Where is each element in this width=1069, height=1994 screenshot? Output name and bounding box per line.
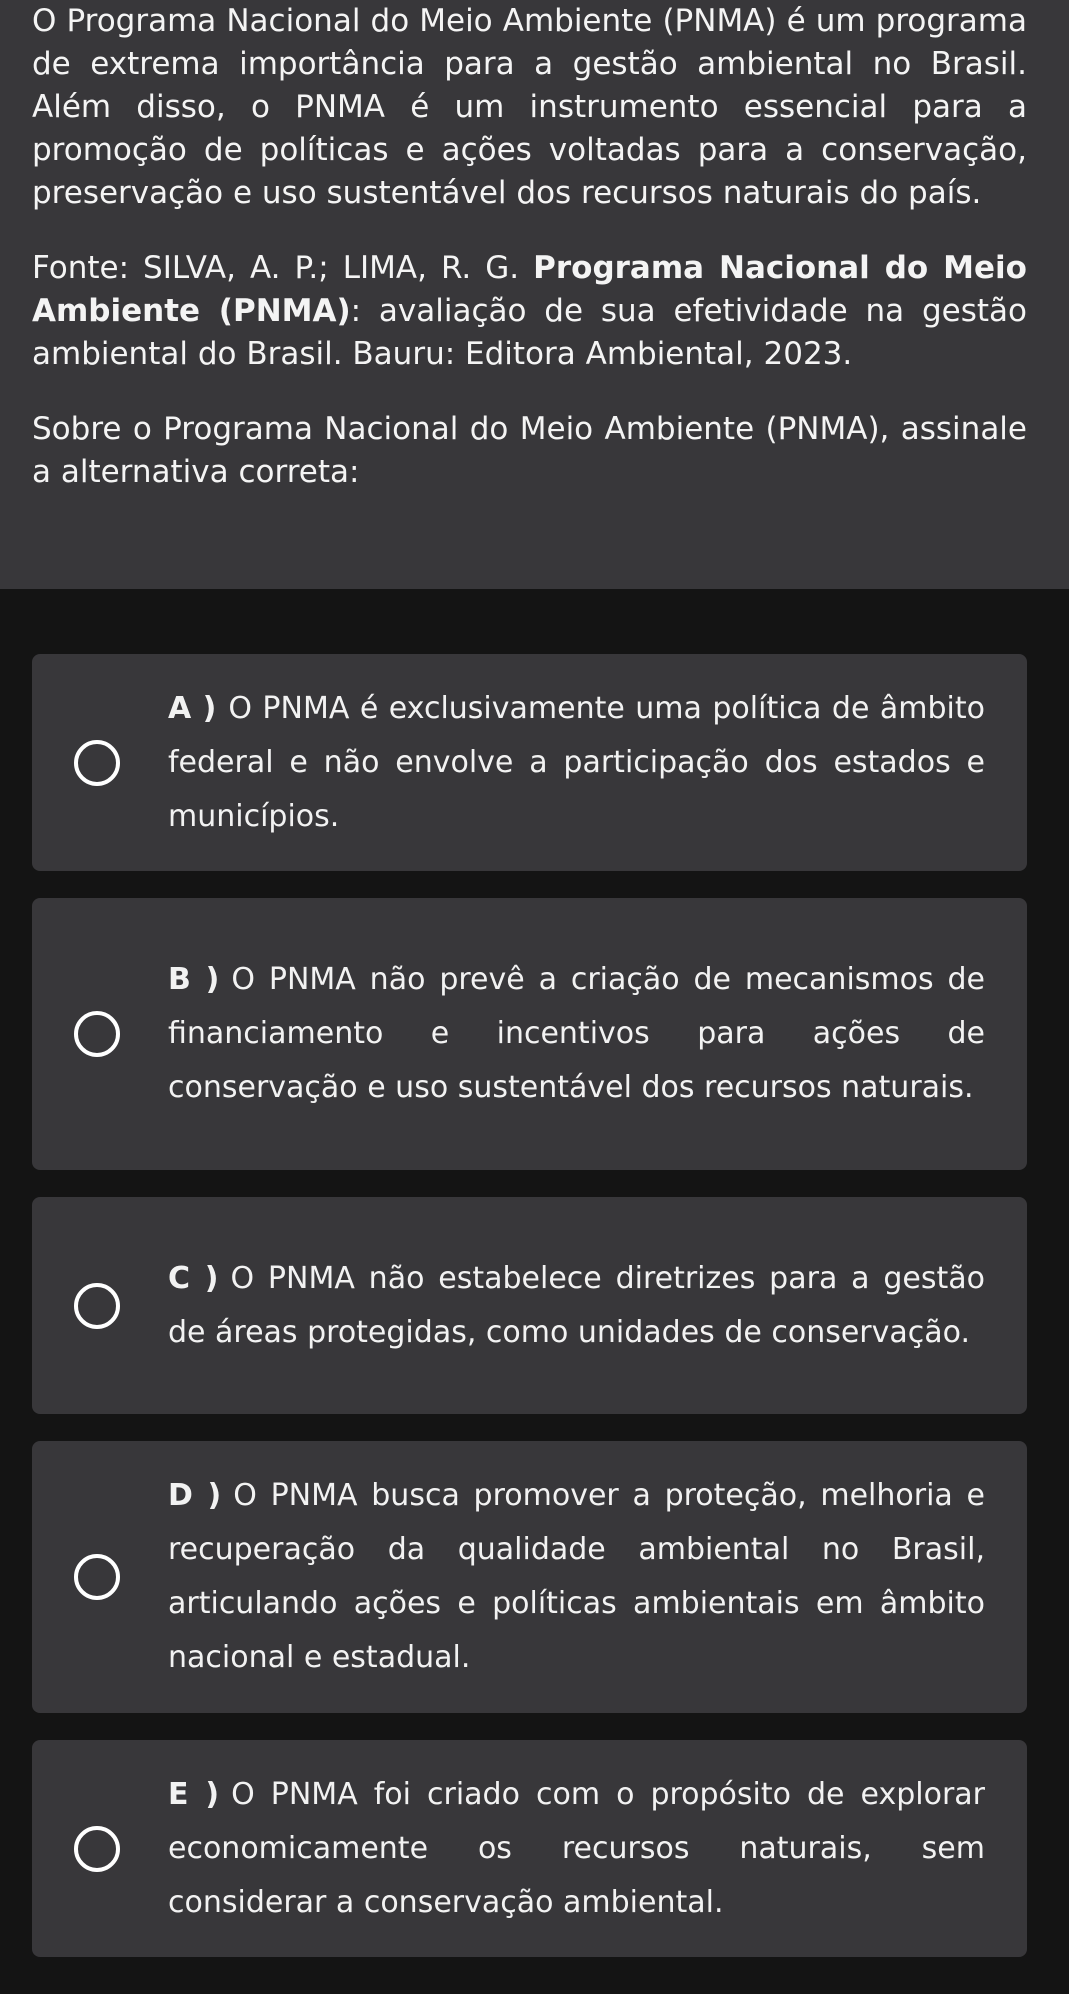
option-letter: C ) (168, 1260, 219, 1296)
option-label: O PNMA é exclusivamente uma política de âmbito federal e não envolve a participação dos estados e municípios. (168, 690, 986, 834)
question-panel (0, 0, 1069, 589)
radio-button-icon[interactable] (74, 1554, 120, 1600)
question-prompt: Sobre o Programa Nacional do Meio Ambiente (PNMA), assinale a alternativa correta: (32, 411, 1027, 490)
source-title: Programa Nacional do Meio Ambiente (PNMA) (32, 250, 1027, 329)
option-letter: E ) (168, 1776, 220, 1812)
option-text-b (168, 953, 985, 1115)
source-suffix: : avaliação de sua efetividade na gestão ambiental do Brasil. Bauru: Editora Ambiental, 2023. (32, 293, 1027, 372)
radio-button-icon[interactable] (74, 1011, 120, 1057)
option-text-d (168, 1469, 985, 1685)
option-a[interactable] (32, 654, 1027, 871)
option-c[interactable] (32, 1197, 1027, 1414)
option-text-a (168, 682, 985, 844)
question-source (32, 247, 1027, 376)
option-b[interactable] (32, 898, 1027, 1170)
option-e[interactable] (32, 1740, 1027, 1957)
option-label: O PNMA busca promover a proteção, melhoria e recuperação da qualidade ambiental no Brasil, articulando ações e políticas ambientais em âmbito nacional e estadual. (168, 1478, 985, 1675)
radio-button-icon[interactable] (74, 1826, 120, 1872)
option-text-e (168, 1768, 985, 1930)
option-letter: A ) (168, 690, 217, 726)
option-label: O PNMA não prevê a criação de mecanismos de financiamento e incentivos para ações de conservação e uso sustentável dos recursos naturais. (168, 962, 985, 1105)
option-letter: D ) (168, 1478, 222, 1513)
source-prefix: Fonte: SILVA, A. P.; LIMA, R. G. (32, 250, 534, 286)
radio-button-icon[interactable] (74, 740, 120, 786)
option-text-c (168, 1252, 985, 1360)
option-letter: B ) (168, 962, 220, 997)
question-text (32, 0, 1027, 494)
answer-options (0, 589, 1069, 1957)
option-label: O PNMA não estabelece diretrizes para a gestão de áreas protegidas, como unidades de conservação. (168, 1260, 986, 1350)
option-label: O PNMA foi criado com o propósito de explorar economicamente os recursos naturais, sem considerar a conservação ambiental. (168, 1776, 985, 1920)
option-d[interactable] (32, 1441, 1027, 1713)
question-paragraph: O Programa Nacional do Meio Ambiente (PNMA) é um programa de extrema importância para a gestão ambiental no Brasil. Além disso, o PNMA é um instrumento essencial para a promoção de políticas e ações voltadas para a conservação, preservação e uso sustentável dos recursos naturais do país. (32, 3, 1027, 211)
radio-button-icon[interactable] (74, 1283, 120, 1329)
